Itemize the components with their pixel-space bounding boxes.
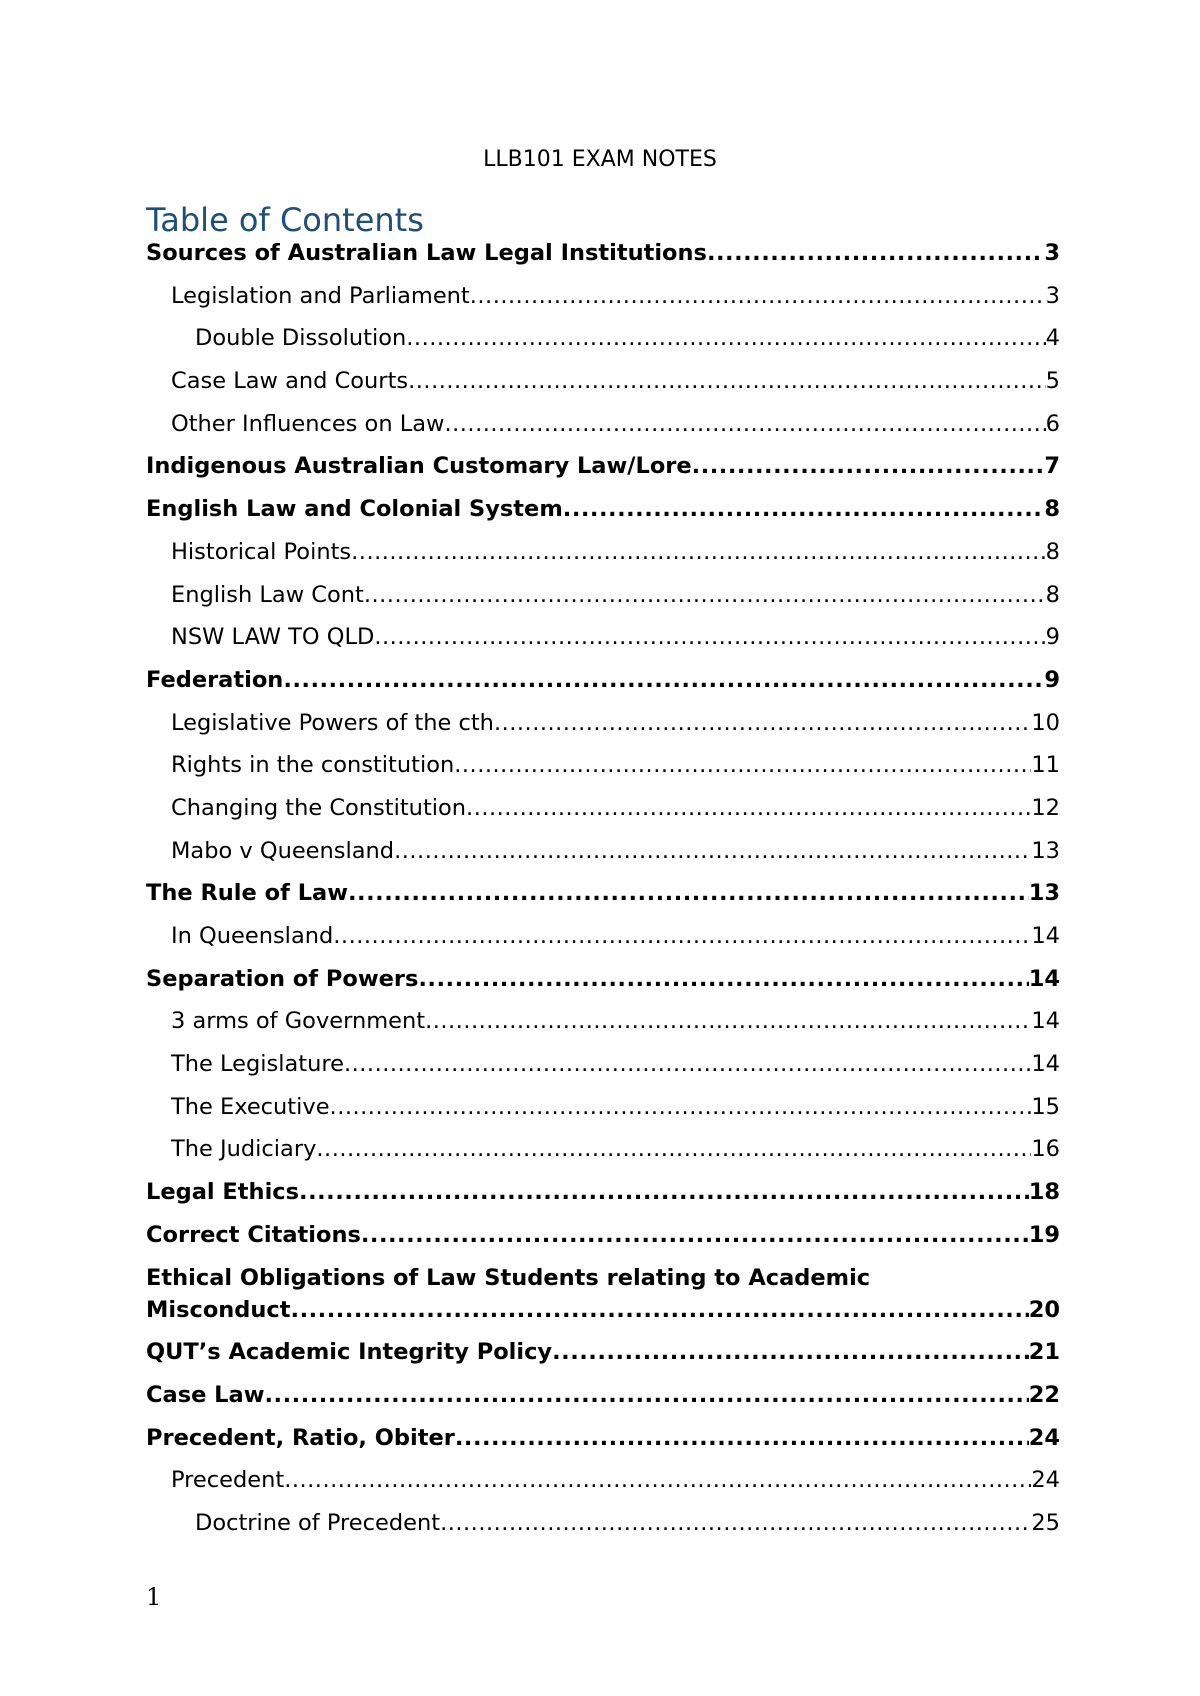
toc-entry-page: 24 bbox=[1031, 1467, 1060, 1494]
toc-entry-text: The Executive bbox=[171, 1093, 330, 1120]
toc-dot-leader bbox=[408, 367, 1046, 395]
toc-dot-leader bbox=[348, 879, 1029, 907]
toc-entry-text: Doctrine of Precedent bbox=[195, 1509, 441, 1536]
toc-entry-text: 3 arms of Government bbox=[171, 1008, 426, 1035]
toc-entry[interactable] bbox=[146, 1221, 1060, 1264]
toc-entry-page: 18 bbox=[1028, 1179, 1060, 1206]
toc-dot-leader bbox=[563, 495, 1045, 523]
toc-entry[interactable] bbox=[146, 1424, 1060, 1467]
toc-entry[interactable] bbox=[146, 623, 1060, 666]
toc-entry-text: Precedent, Ratio, Obiter bbox=[146, 1424, 455, 1451]
toc-entry[interactable] bbox=[146, 1264, 1060, 1296]
toc-entry[interactable] bbox=[146, 324, 1060, 367]
toc-dot-leader bbox=[425, 1007, 1031, 1035]
toc-entry-text: Federation bbox=[146, 666, 284, 693]
toc-dot-leader bbox=[374, 623, 1045, 651]
toc-entry-text: In Queensland bbox=[171, 923, 334, 949]
toc-title: Table of Contents bbox=[146, 201, 424, 239]
toc-entry[interactable] bbox=[146, 1093, 1060, 1136]
toc-dot-leader bbox=[552, 1338, 1029, 1366]
toc-entry-text: Legal Ethics bbox=[146, 1179, 300, 1206]
toc-dot-leader bbox=[265, 1381, 1029, 1409]
toc-entry-page: 25 bbox=[1031, 1509, 1060, 1536]
toc-entry-page: 4 bbox=[1045, 325, 1060, 352]
toc-entry[interactable] bbox=[146, 879, 1060, 922]
toc-entry[interactable] bbox=[146, 1296, 1060, 1339]
toc-entry-text: Case Law bbox=[146, 1381, 265, 1408]
toc-entry-text: Rights in the constitution bbox=[171, 752, 455, 779]
toc-entry-page: 13 bbox=[1028, 880, 1060, 907]
toc-entry-page: 8 bbox=[1045, 581, 1060, 608]
toc-entry-text: Other Influences on Law bbox=[171, 410, 445, 437]
toc-entry-text: QUT’s Academic Integrity Policy bbox=[146, 1339, 553, 1366]
toc-dot-leader bbox=[454, 751, 1031, 779]
toc-entry[interactable] bbox=[146, 495, 1060, 538]
toc-entry-page: 13 bbox=[1031, 837, 1060, 864]
toc-entry-text: Separation of Powers bbox=[146, 965, 419, 992]
toc-entry-text: Misconduct bbox=[146, 1296, 291, 1323]
toc-dot-leader bbox=[284, 1466, 1031, 1494]
toc-entry-text: Indigenous Australian Customary Law/Lore bbox=[146, 453, 692, 480]
toc-entry-text: The Legislature bbox=[171, 1051, 344, 1078]
toc-entry[interactable] bbox=[146, 666, 1060, 709]
toc-entry-page: 14 bbox=[1031, 1008, 1060, 1035]
toc-entry-page: 3 bbox=[1045, 282, 1060, 309]
toc-entry-page: 9 bbox=[1044, 666, 1060, 693]
toc-entry-text: The Judiciary bbox=[171, 1136, 317, 1163]
toc-entry[interactable] bbox=[146, 922, 1060, 965]
toc-entry-page: 3 bbox=[1044, 240, 1060, 266]
toc-entry-page: 22 bbox=[1028, 1381, 1060, 1408]
toc-entry[interactable] bbox=[146, 452, 1060, 495]
toc-entry[interactable] bbox=[146, 1135, 1060, 1178]
document-header: LLB101 EXAM NOTES bbox=[483, 147, 717, 172]
toc-dot-leader bbox=[364, 581, 1046, 609]
toc-dot-leader bbox=[406, 324, 1045, 352]
toc-entry-page: 6 bbox=[1045, 410, 1060, 437]
toc-entry[interactable] bbox=[146, 1509, 1060, 1552]
toc-entry-text: Legislation and Parliament bbox=[171, 282, 470, 309]
toc-entry[interactable] bbox=[146, 709, 1060, 752]
toc-entry[interactable] bbox=[146, 1381, 1060, 1424]
toc-entry[interactable] bbox=[146, 581, 1060, 624]
toc-dot-leader bbox=[470, 282, 1046, 310]
toc-dot-leader bbox=[394, 837, 1031, 865]
toc-entry-page: 14 bbox=[1031, 1051, 1060, 1078]
toc-entry[interactable] bbox=[146, 1338, 1060, 1381]
toc-dot-leader bbox=[466, 794, 1031, 822]
toc-entry-page: 16 bbox=[1031, 1136, 1060, 1163]
toc-entry-page: 15 bbox=[1031, 1093, 1060, 1120]
toc-entry-page: 12 bbox=[1031, 794, 1060, 821]
toc-entry-text: Changing the Constitution bbox=[171, 794, 467, 821]
toc-dot-leader bbox=[444, 410, 1045, 438]
toc-entry-text: Legislative Powers of the cth bbox=[171, 709, 494, 736]
toc-entry[interactable] bbox=[146, 1007, 1060, 1050]
toc-dot-leader bbox=[692, 452, 1045, 480]
toc-dot-leader bbox=[361, 1221, 1029, 1249]
toc-dot-leader bbox=[283, 666, 1044, 694]
toc-entry-text: The Rule of Law bbox=[146, 880, 348, 907]
toc-dot-leader bbox=[351, 538, 1046, 566]
toc-entry-text: Historical Points bbox=[171, 538, 352, 565]
toc-entry[interactable] bbox=[146, 410, 1060, 453]
toc-entry-text: English Law and Colonial System bbox=[146, 496, 563, 523]
toc-entry-page: 11 bbox=[1031, 752, 1060, 779]
toc-dot-leader bbox=[299, 1178, 1029, 1206]
toc-entry-page: 5 bbox=[1045, 368, 1060, 395]
toc-dot-leader bbox=[418, 965, 1028, 993]
toc-dot-leader bbox=[440, 1509, 1031, 1537]
toc-entry-text: Ethical Obligations of Law Students relating to Academic bbox=[146, 1264, 871, 1291]
toc-dot-leader bbox=[707, 239, 1044, 267]
toc-dot-leader bbox=[344, 1050, 1031, 1078]
toc-entry-page: 14 bbox=[1031, 923, 1060, 949]
toc-entry-text: Case Law and Courts bbox=[171, 368, 409, 395]
toc-entry-text: Precedent bbox=[171, 1467, 285, 1494]
toc-entry-text: Sources of Australian Law Legal Institutions bbox=[146, 240, 707, 266]
toc-entry-page: 20 bbox=[1028, 1296, 1060, 1323]
toc-entry-page: 8 bbox=[1044, 496, 1060, 523]
toc-entry[interactable] bbox=[146, 751, 1060, 794]
toc-entry-text: English Law Cont bbox=[171, 581, 364, 608]
toc-entry[interactable] bbox=[146, 837, 1060, 880]
toc-dot-leader bbox=[333, 922, 1031, 950]
toc-entry-text: Mabo v Queensland bbox=[171, 837, 395, 864]
page-number: 1 bbox=[146, 1583, 162, 1611]
toc-dot-leader bbox=[330, 1093, 1032, 1121]
toc-entry[interactable] bbox=[146, 538, 1060, 581]
toc-entry-page: 21 bbox=[1028, 1339, 1060, 1366]
toc-entry-page: 7 bbox=[1044, 453, 1060, 480]
toc-entry[interactable] bbox=[146, 794, 1060, 837]
toc-dot-leader bbox=[455, 1424, 1029, 1452]
toc-entry[interactable] bbox=[146, 1178, 1060, 1221]
toc-entry[interactable] bbox=[146, 1050, 1060, 1093]
toc-dot-leader bbox=[494, 709, 1031, 737]
toc-entry-page: 14 bbox=[1028, 965, 1060, 992]
toc-entry[interactable] bbox=[146, 965, 1060, 1008]
toc-entry-text: Correct Citations bbox=[146, 1221, 361, 1248]
toc-entry[interactable] bbox=[146, 282, 1060, 325]
toc-entry-text: NSW LAW TO QLD bbox=[171, 624, 375, 651]
toc-entry[interactable] bbox=[146, 367, 1060, 410]
toc-entry-page: 9 bbox=[1045, 624, 1060, 651]
toc-dot-leader bbox=[316, 1135, 1031, 1163]
toc-entry-text: Double Dissolution bbox=[195, 325, 407, 352]
toc-entry[interactable] bbox=[146, 239, 1060, 282]
table-of-contents bbox=[146, 239, 1060, 1552]
toc-entry-page: 10 bbox=[1031, 709, 1060, 736]
toc-entry-page: 8 bbox=[1045, 538, 1060, 565]
toc-entry-page: 19 bbox=[1028, 1221, 1060, 1248]
toc-entry-page: 24 bbox=[1028, 1424, 1060, 1451]
toc-dot-leader bbox=[291, 1296, 1029, 1324]
toc-entry[interactable] bbox=[146, 1466, 1060, 1509]
